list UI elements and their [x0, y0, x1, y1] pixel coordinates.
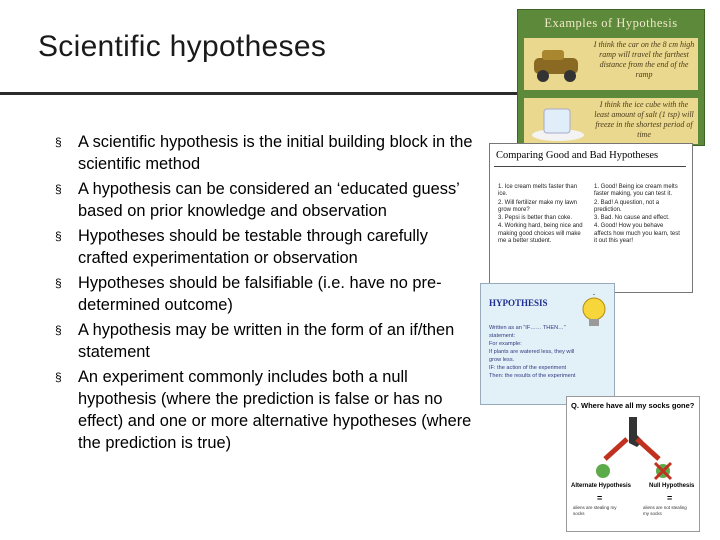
bullet-item: § Hypotheses should be falsifiable (i.e. have no pre-determined outcome) — [55, 274, 442, 314]
bad-hypotheses-column — [498, 184, 586, 246]
compare-divider — [494, 166, 686, 167]
example-text: I think the ice cube with the least amount of salt (1 tsp) will freeze in the shortest period of time — [594, 100, 694, 139]
bullet-marker-icon: § — [55, 182, 62, 196]
bad-hypothesis: 2. Will fertilizer make my lawn grow more? — [498, 199, 578, 213]
bullet-marker-icon: § — [55, 135, 62, 149]
examples-card-title: Examples of Hypothesis — [544, 16, 678, 30]
slide-title: Scientific hypotheses — [38, 30, 327, 63]
good-hypothesis: 3. Bad. No cause and effect. — [594, 215, 670, 222]
null-hypothesis-label: Null Hypothesis — [649, 483, 695, 489]
socks-question: Q. Where have all my socks gone? — [571, 401, 695, 410]
bullet-item: § An experiment commonly includes both a null hypothesis (where the prediction is false or has no effect) and one or more alternative hypotheses (where the prediction is true) — [55, 368, 472, 452]
bullet-item: § A hypothesis can be considered an ‘educated guess’ based on prior knowledge and observation — [55, 180, 460, 220]
bad-hypothesis: 3. Pepsi is better than coke. — [498, 215, 573, 222]
bullet-list — [55, 131, 475, 457]
alternate-hypothesis-label: Alternate Hypothesis — [571, 483, 632, 489]
toy-car-icon — [528, 40, 588, 90]
socks-card — [566, 396, 700, 532]
compare-card — [489, 143, 693, 293]
bullet-item: § A hypothesis may be written in the form of an if/then statement — [55, 321, 455, 361]
bullet-marker-icon: § — [55, 370, 62, 384]
example-row — [524, 98, 698, 144]
null-hypothesis-text: aliens are not stealing my socks — [643, 505, 687, 516]
hypothesis-card-title: HYPOTHESIS — [489, 298, 548, 308]
hypothesis-card — [480, 283, 615, 405]
alternate-hypothesis-text: aliens are stealing my socks — [573, 505, 617, 516]
bullet-item: § Hypotheses should be testable through carefully crafted experimentation or observation — [55, 227, 428, 267]
bad-hypothesis: 4. Working hard, being nice and making good choices will make me a better student. — [498, 223, 583, 245]
equals-sign: = — [667, 493, 673, 503]
good-hypothesis: 4. Good! How you behave affects how much you learn, test it out this year! — [594, 223, 680, 245]
examples-card — [517, 9, 705, 146]
bullet-marker-icon: § — [55, 276, 62, 290]
hypothesis-card-body: Written as an “IF…… THEN…” statement: For example: If plants are watered less, they will grow less. IF: the action of the experiment Then: the results of the experiment — [489, 325, 576, 379]
bullet-marker-icon: § — [55, 229, 62, 243]
bullet-item: § A scientific hypothesis is the initial building block in the scientific method — [55, 133, 473, 173]
ice-cube-icon — [528, 99, 588, 143]
example-text: I think the car on the 8 cm high ramp will travel the farthest distance from the end of the ramp — [593, 40, 695, 79]
compare-card-title: Comparing Good and Bad Hypotheses — [496, 150, 659, 161]
good-hypothesis: 1. Good! Being ice cream melts faster making, you can test it. — [594, 184, 678, 198]
good-hypotheses-column — [594, 184, 682, 246]
good-hypothesis: 2. Bad! A question, not a prediction. — [594, 199, 660, 213]
equals-sign: = — [597, 493, 603, 503]
title-divider — [0, 92, 560, 95]
example-row — [524, 38, 698, 90]
bullet-marker-icon: § — [55, 323, 62, 337]
sock-arrows-icon — [567, 411, 699, 481]
bad-hypothesis: 1. Ice cream melts faster than ice. — [498, 184, 578, 198]
